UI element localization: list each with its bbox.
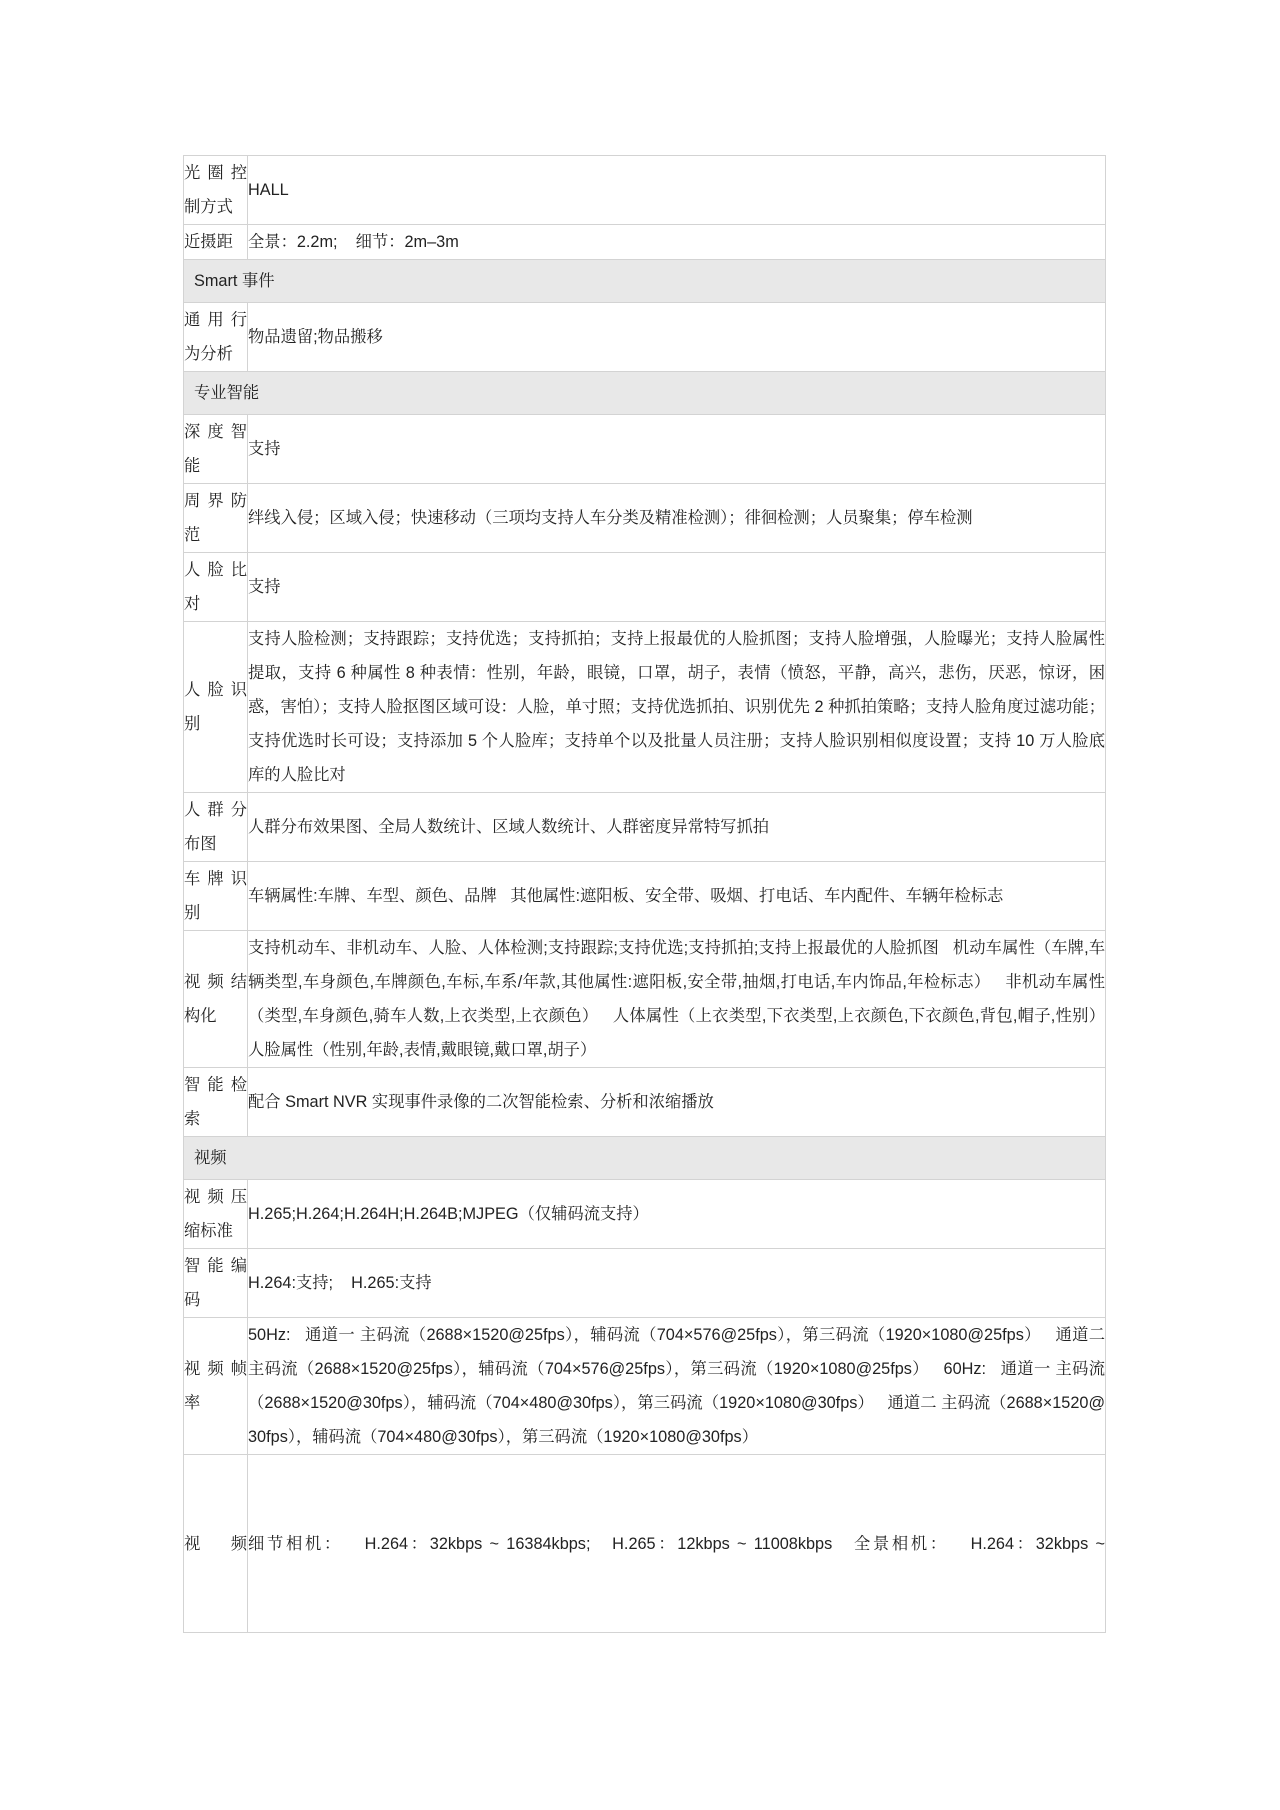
spec-value: 绊线入侵；区域入侵；快速移动（三项均支持人车分类及精准检测）；徘徊检测；人员聚集；停车检测 xyxy=(248,484,1106,553)
spec-value: H.264:支持; H.265:支持 xyxy=(248,1249,1106,1318)
spec-value: 人群分布效果图、全局人数统计、区域人数统计、人群密度异常特写抓拍 xyxy=(248,793,1106,862)
spec-label: 车牌识别 xyxy=(184,862,248,931)
spec-label: 视频结构化 xyxy=(184,931,248,1068)
spec-value: 细节相机： H.264：32kbps ~ 16384kbps; H.265：12kbps ~ 11008kbps 全景相机： H.264：32kbps ~ xyxy=(248,1535,1105,1553)
spec-label: 视频帧率 xyxy=(184,1318,248,1455)
table-row xyxy=(184,931,1106,1068)
table-row xyxy=(184,1180,1106,1249)
table-row xyxy=(184,1249,1106,1318)
table-row xyxy=(184,862,1106,931)
section-header xyxy=(184,1137,1106,1180)
spec-value: 支持 xyxy=(248,415,1106,484)
table-row xyxy=(184,225,1106,260)
table-row xyxy=(184,303,1106,372)
spec-value: 车辆属性:车牌、车型、颜色、品牌 其他属性:遮阳板、安全带、吸烟、打电话、车内配件、车辆年检标志 xyxy=(248,862,1106,931)
spec-value: 50Hz: 通道一 主码流（2688×1520@25fps），辅码流（704×576@25fps），第三码流（1920×1080@25fps） 通道二 主码流（2688×1520@25fps），辅码流（704×576@25fps），第三码流（1920×1080@25fps） 60Hz: 通道一 主码流（2688×1520@30fps），辅码流（704×480@30fps），第三码流（1920×1080@30fps） 通道二 主码流（2688×1520@30fps），辅码流（704×480@30fps），第三码流（1920×1080@30fps） xyxy=(248,1318,1106,1455)
spec-label: 视频 xyxy=(184,1535,247,1553)
table-row xyxy=(184,1068,1106,1137)
spec-value: 全景：2.2m; 细节：2m–3m xyxy=(248,225,1106,260)
spec-label: 深度智能 xyxy=(184,415,248,484)
spec-label: 智能检索 xyxy=(184,1068,248,1137)
spec-value: 支持人脸检测；支持跟踪；支持优选；支持抓拍；支持上报最优的人脸抓图；支持人脸增强，人脸曝光；支持人脸属性提取，支持 6 种属性 8 种表情：性别，年龄，眼镜，口罩，胡子，表情（愤怒，平静，高兴，悲伤，厌恶，惊讶，困惑，害怕）；支持人脸抠图区域可设：人脸，单寸照；支持优选抓拍、识别优先 2 种抓拍策略；支持人脸角度过滤功能；支持优选时长可设；支持添加 5 个人脸库；支持单个以及批量人员注册；支持人脸识别相似度设置；支持 10 万人脸底库的人脸比对 xyxy=(248,622,1106,793)
section-title: Smart 事件 xyxy=(184,260,1106,303)
spec-label-cell xyxy=(184,1455,248,1633)
spec-label: 人脸识别 xyxy=(184,622,248,793)
spec-label: 光圈控制方式 xyxy=(184,156,248,225)
table-row xyxy=(184,415,1106,484)
table-row xyxy=(184,1455,1106,1633)
spec-value-cell xyxy=(248,1455,1106,1633)
section-title: 专业智能 xyxy=(184,372,1106,415)
table-row xyxy=(184,553,1106,622)
spec-value: H.265;H.264;H.264H;H.264B;MJPEG（仅辅码流支持） xyxy=(248,1180,1106,1249)
table-row xyxy=(184,793,1106,862)
spec-value: 支持机动车、非机动车、人脸、人体检测;支持跟踪;支持优选;支持抓拍;支持上报最优的人脸抓图 机动车属性（车牌,车辆类型,车身颜色,车牌颜色,车标,车系/年款,其他属性:遮阳板,安全带,抽烟,打电话,车内饰品,年检标志） 非机动车属性（类型,车身颜色,骑车人数,上衣类型,上衣颜色） 人体属性（上衣类型,下衣类型,上衣颜色,下衣颜色,背包,帽子,性别） 人脸属性（性别,年龄,表情,戴眼镜,戴口罩,胡子） xyxy=(248,931,1106,1068)
section-header xyxy=(184,372,1106,415)
spec-value: 支持 xyxy=(248,553,1106,622)
spec-label: 人群分布图 xyxy=(184,793,248,862)
spec-label: 智能编码 xyxy=(184,1249,248,1318)
table-row xyxy=(184,622,1106,793)
table-row xyxy=(184,484,1106,553)
spec-value: 配合 Smart NVR 实现事件录像的二次智能检索、分析和浓缩播放 xyxy=(248,1068,1106,1137)
spec-label: 人脸比对 xyxy=(184,553,248,622)
spec-value: HALL xyxy=(248,156,1106,225)
spec-label: 周界防范 xyxy=(184,484,248,553)
section-header xyxy=(184,260,1106,303)
table-row xyxy=(184,156,1106,225)
spec-label: 通用行为分析 xyxy=(184,303,248,372)
section-title: 视频 xyxy=(184,1137,1106,1180)
spec-table xyxy=(183,155,1119,1633)
spec-label: 近摄距 xyxy=(184,225,248,260)
spec-label: 视频压缩标准 xyxy=(184,1180,248,1249)
spec-value: 物品遗留;物品搬移 xyxy=(248,303,1106,372)
table-row xyxy=(184,1318,1106,1455)
